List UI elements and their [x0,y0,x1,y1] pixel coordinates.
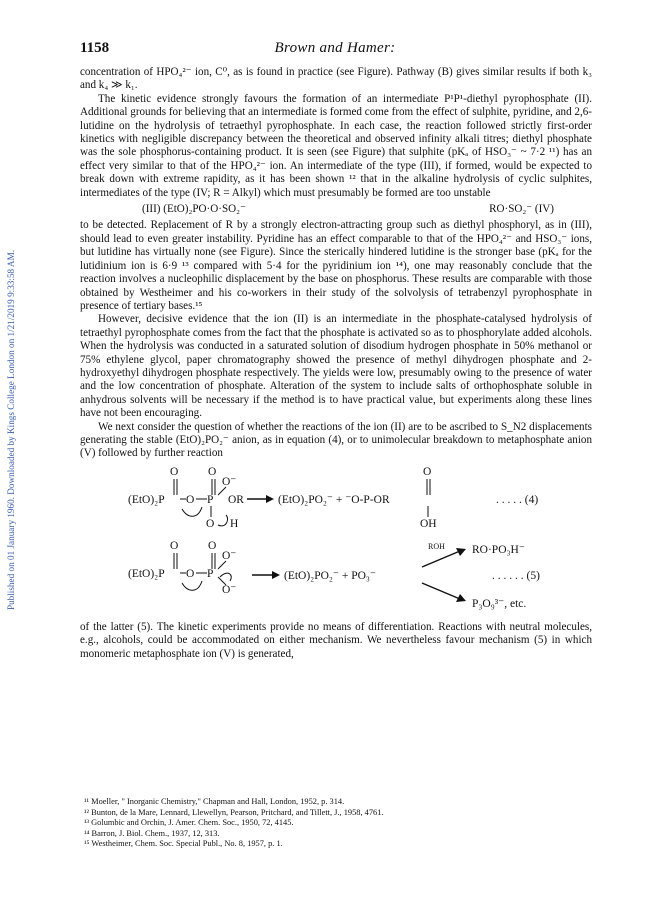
article-body [80,66,592,661]
eq5-roh: ROH [428,541,445,551]
footnote-11 [84,797,594,808]
page-header [80,40,590,60]
eq5-ominus-down: O⁻ [222,583,237,596]
eq5-o1: O [170,539,179,552]
footnote-14 [84,829,594,840]
eq4-curly-2 [218,515,228,526]
paragraph-6: of the latter (5). The kinetic experiments provide no means of differentiation. Reactions with neutral molecules, e.g., alcohols, could be accommodated on either mechanism. We nevertheless favour mechanism (5) in which monomeric metaphosphate ion (V) is generated, [80,620,592,660]
eq4-o-low: O [206,517,215,530]
reaction-schemes [80,465,592,617]
eq5-curly-2 [220,573,231,581]
formula-III: (III) (EtO)₂PO·O·SO₂⁻ [142,203,246,216]
eq5-p: P [207,567,214,580]
paragraph-5: We next consider the question of whether the reactions of the ion (II) are to be ascribed to S_N2 displacements generating the stable (EtO)₂PO₂⁻ anion, as in equation (4), or to unimolecular breakdown to metaphosphate anion (V) followed by further reaction [80,420,592,460]
eq4-h: H [230,517,239,530]
running-head: Brown and Hamer: [274,40,396,56]
paragraph-2: The kinetic evidence strongly favours the formation of an intermediate P¹P¹-diethyl pyrophosphate (II). Additional grounds for believing that an intermediate is formed come from the effect of sulphite, pyridine, and 2,6-lutidine on the hydrolysis of tetraethyl pyrophosphate. In each case, the reaction followed strictly first-order kinetics with negligible discrepancy between the theoretical and observed infinity alkali titres; diethyl phosphate was the sole phosphorus-containing product. It is seen (see Figure) that sulphite (pKₐ of HSO₃⁻ ~ 7·2 ¹¹) has an effect very similar to that of the HPO₄²⁻ ion. An intermediate of the type (III), if formed, would be expected to break down with extreme rapidity, as it has been shown ¹² that in the alkaline hydrolysis of cyclic sulphites, intermediates of the type (IV; R = Alkyl) which must presumably be formed are too unstable [80,92,592,199]
eq4-label: . . . . . (4) [496,493,539,506]
eq5-arrow-up [422,551,460,567]
eq4-ominus: O⁻ [222,475,237,488]
eq5-bridge-o: O [186,567,195,580]
eq4-left: (EtO)₂P [128,493,165,506]
eq4-curly-1 [182,507,202,516]
footnote-number: ¹¹ [84,797,90,806]
footnote-13 [84,818,594,829]
footnote-text: Barron, J. Biol. Chem., 1937, 12, 313. [91,828,220,838]
footnote-number: ¹⁵ [84,839,90,849]
eq4-or: OR [228,493,244,506]
eq5-label: . . . . . . (5) [492,569,540,582]
paragraph-1: concentration of HPO₄²⁻ ion, C⁰, as is found in practice (see Figure). Pathway (B) gives similar results if both k₃ and k₄ ≫ k₁. [80,66,592,92]
footnote-number: ¹² [84,807,90,817]
footnote-text: Moeller, " Inorganic Chemistry," Chapman and Hall, London, 1952, p. 314. [91,797,345,806]
eq4-bond-ominus [218,487,226,495]
footnote-15 [84,839,594,850]
eq4-o1: O [170,465,179,478]
download-watermark: Published on 01 January 1960. Downloaded by Kings College London on 1/21/2019 9:33:58 AM. [6,249,16,611]
footnote-number: ¹⁴ [84,828,90,838]
eq5-lower-product: P₃O₉³⁻, etc. [472,597,527,610]
reaction-scheme-svg [80,465,592,617]
eq5-o2: O [208,539,217,552]
eq5-ominus-up: O⁻ [222,549,237,562]
footnote-text: Golumbic and Orchin, J. Amer. Chem. Soc., 1950, 72, 4145. [91,818,294,828]
eq5-arrowhead [272,571,280,579]
formula-row [80,200,592,219]
eq5-bond-up [218,561,226,569]
eq4-oh: OH [420,517,437,530]
eq4-o3: O [423,465,432,478]
footnote-number: ¹³ [84,818,90,828]
paragraph-3: to be detected. Replacement of R by a strongly electron-attracting group such as diethyl phosphoryl, as in (III), should lead to even greater instability. Pyridine has an effect comparable to that of the HPO₄²⁻ and HSO₃⁻ ions, but lutidine has virtually none (see Figure). Since the sterically hindered lutidine is the stronger base (pKₐ for the lutidinium ion is 6·9 ¹³ compared with 5·4 for the pyridinium ion ¹⁴), one may reasonably conclude that the reaction involves a nucleophilic displacement by the base on phosphorus. These results are comparable with those obtained by Westheimer and his co-workers in their study of the solvolysis of tetrabenzyl pyrophosphate in presence of tertiary bases.¹⁵ [80,219,592,312]
paragraph-4: However, decisive evidence that the ion (II) is an intermediate in the phosphate-catalysed hydrolysis of tetraethyl pyrophosphate comes from the fact that the phosphate is activated so as to phosphorylate added alcohols. When the hydrolysis was conducted in a saturated solution of disodium hydrogen phosphate in 50% methanol or 75% ethylene glycol, paper chromatography showed the presence of methyl dihydrogen phosphate and 2-hydroxyethyl dihydrogen phosphate respectively. The yields were low, presumably owing to the presence of water and the low concentration of phosphate. Alteration of the system to include salts of orthophosphate soluble in anhydrous solvents will be necessary if the method is to have practical value, but experiments along these lines have not been encouraging. [80,313,592,420]
eq4-p: P [207,493,214,506]
footnote-text: Westheimer, Chem. Soc. Special Publ., No. 8, 1957, p. 1. [91,839,283,849]
eq4-o2: O [208,465,217,478]
footnotes [84,797,594,850]
eq5-right: (EtO)₂PO₂⁻ + PO₃⁻ [284,569,376,582]
eq5-arrow-down [422,583,460,599]
footnote-12 [84,808,594,819]
footnote-text: Bunton, de la Mare, Lennard, Llewellyn, Pearson, Pritchard, and Tillett, J., 1958, 4761. [91,807,384,817]
eq4-bridge-o: O [186,493,195,506]
eq5-left: (EtO)₂P [128,567,165,580]
eq5-curly-1 [182,581,202,590]
eq4-arrowhead [266,495,274,503]
eq5-upper-product: RO·PO₃H⁻ [472,543,525,556]
page-number: 1158 [80,40,110,56]
formula-IV: RO·SO₂⁻ (IV) [489,203,554,216]
eq4-right: (EtO)₂PO₂⁻ + ⁻O-P-OR [278,493,390,506]
